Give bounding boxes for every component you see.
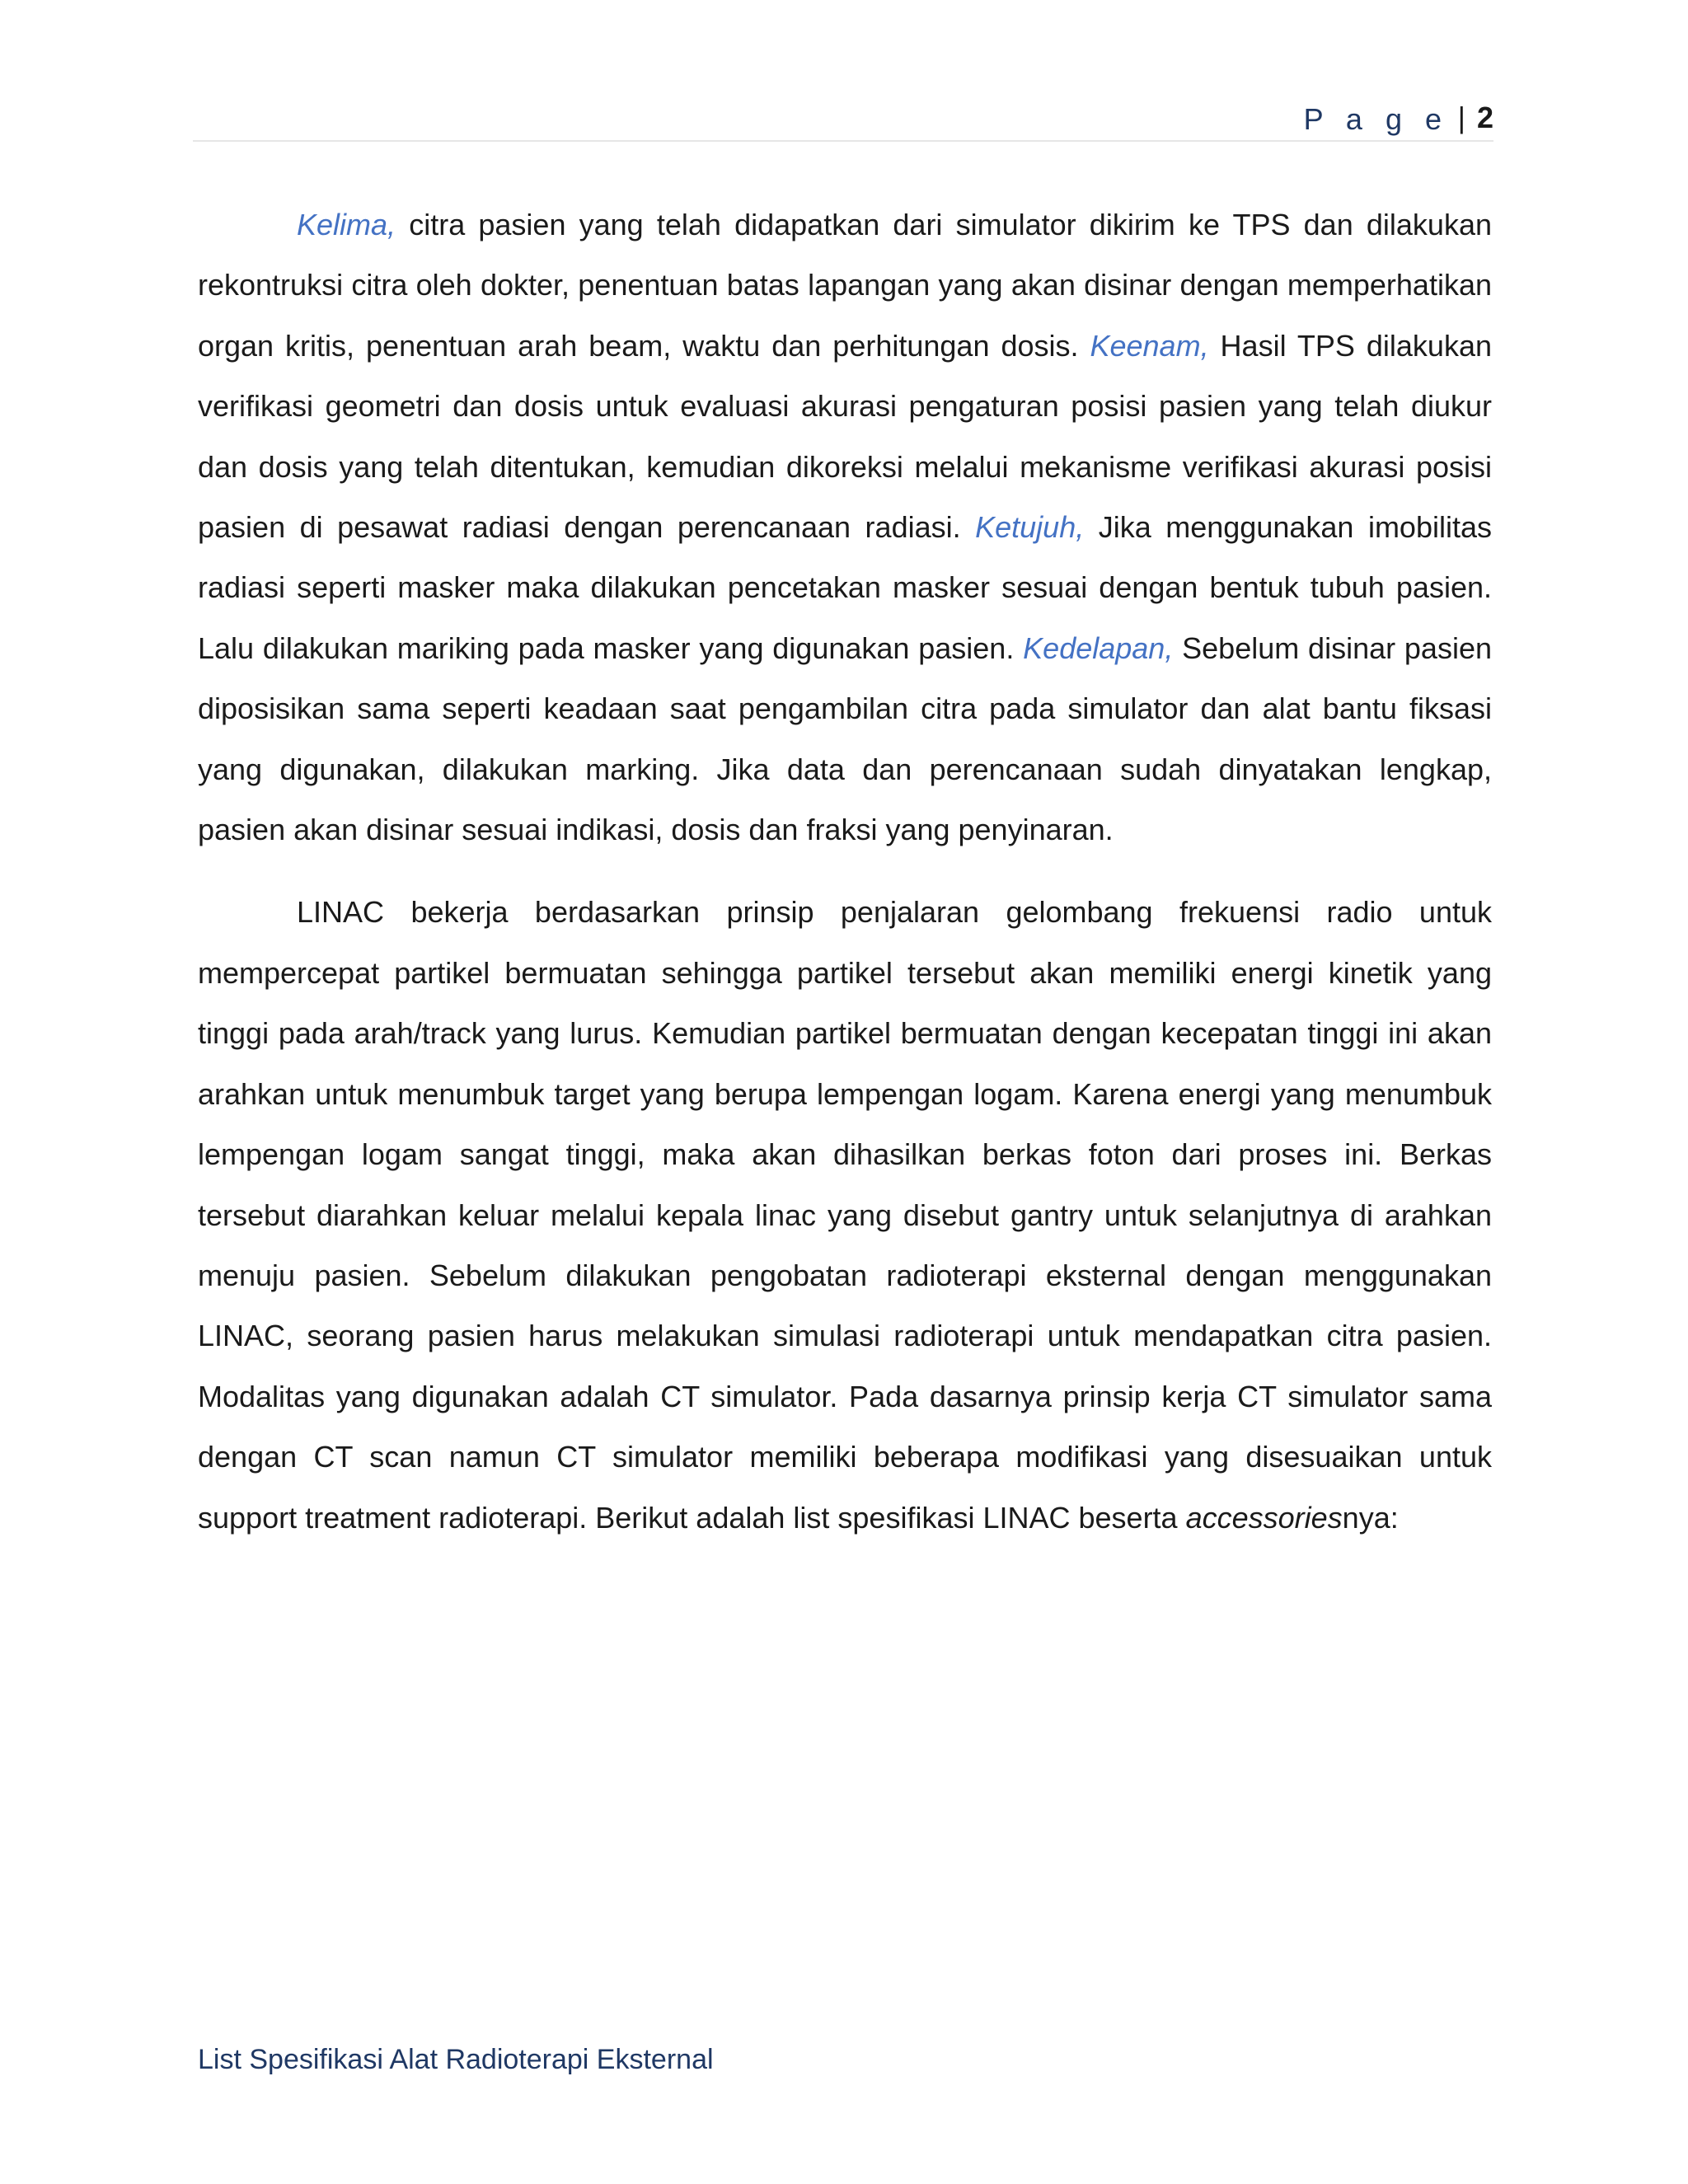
marker-ketujuh: Ketujuh,: [975, 510, 1085, 545]
paragraph-1: [198, 194, 1492, 860]
paragraph-2-suffix: nya:: [1342, 1500, 1399, 1535]
page-separator: |: [1457, 101, 1465, 134]
italic-accessories: accessories: [1185, 1500, 1343, 1535]
paragraph-1-sentence-2: Hasil TPS dilakukan verifikasi geometri dan dosis untuk evaluasi akurasi pengaturan posisi pasien yang telah diukur dan dosis yang telah ditentukan, kemudian dikoreksi melalui mekanisme verifikasi akurasi posisi pasien di pesawat radiasi dengan perencanaan radiasi.: [198, 328, 1493, 545]
paragraph-1-sentence-1: citra pasien yang telah didapatkan dari simulator dikirim ke TPS dan dilakukan rekontruksi citra oleh dokter, penentuan batas lapangan yang akan disinar dengan memperhatikan organ kritis, penentuan arah beam, waktu dan perhitungan dosis.: [198, 208, 1492, 363]
page-footer: List Spesifikasi Alat Radioterapi Eksternal: [198, 2044, 714, 2075]
document-body: [198, 194, 1492, 1548]
paragraph-2: [198, 882, 1492, 1547]
marker-kedelapan: Kedelapan,: [1023, 630, 1174, 665]
page-number: 2: [1476, 101, 1493, 134]
page-label: P a g e: [1303, 102, 1449, 136]
page-header: [193, 97, 1493, 142]
paragraph-1-sentence-3: Jika menggunakan imobilitas radiasi seperti masker maka dilakukan pencetakan masker sesuai dengan bentuk tubuh pasien. Lalu dilakukan mariking pada masker yang digunakan pasien.: [198, 510, 1492, 665]
paragraph-1-sentence-4: Sebelum disinar pasien diposisikan sama seperti keadaan saat pengambilan citra pada simulator dan alat bantu fiksasi yang digunakan, dilakukan marking. Jika data dan perencanaan sudah dinyatakan lengkap, pasien akan disinar sesuai indikasi, dosis dan fraksi yang penyinaran.: [198, 630, 1492, 847]
paragraph-2-text: LINAC bekerja berdasarkan prinsip penjalaran gelombang frekuensi radio untuk mempercepat partikel bermuatan sehingga partikel tersebut akan memiliki energi kinetik yang tinggi pada arah/track yang lurus. Kemudian partikel bermuatan dengan kecepatan tinggi ini akan arahkan untuk menumbuk target yang berupa lempengan logam. Karena energi yang menumbuk lempengan logam sangat tinggi, maka akan dihasilkan berkas foton dari proses ini. Berkas tersebut diarahkan keluar melalui kepala linac yang disebut gantry untuk selanjutnya di arahkan menuju pasien. Sebelum dilakukan pengobatan radioterapi eksternal dengan menggunakan LINAC, seorang pasien harus melakukan simulasi radioterapi untuk mendapatkan citra pasien. Modalitas yang digunakan adalah CT simulator. Pada dasarnya prinsip kerja CT simulator sama dengan CT scan namun CT simulator memiliki beberapa modifikasi yang disesuaikan untuk support treatment radioterapi. Berikut adalah list spesifikasi LINAC beserta: [198, 895, 1492, 1535]
marker-kelima: Kelima,: [297, 208, 396, 241]
marker-keenam: Keenam,: [1090, 328, 1209, 363]
